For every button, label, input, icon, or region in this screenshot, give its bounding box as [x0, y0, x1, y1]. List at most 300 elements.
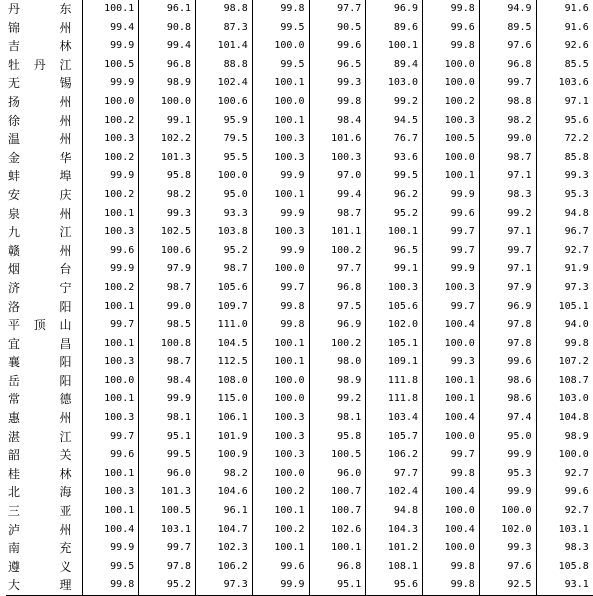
table-row [6, 446, 593, 465]
index-value-cell: 103.0 [558, 393, 589, 405]
index-value-cell: 100.1 [252, 112, 309, 131]
index-value-cell: 95.2 [366, 205, 423, 224]
table-row [6, 390, 593, 409]
index-value-cell: 101.2 [366, 539, 423, 558]
index-value-cell: 99.5 [252, 19, 309, 38]
index-value-cell: 99.8 [423, 0, 480, 19]
table-row [6, 576, 593, 595]
index-value-cell: 96.8 [479, 56, 536, 75]
index-value-cell: 87.3 [196, 19, 253, 38]
index-value-cell: 98.4 [309, 112, 366, 131]
index-value-cell: 95.5 [196, 149, 253, 168]
index-value-cell: 104.7 [196, 521, 253, 540]
index-value-cell: 99.7 [82, 428, 139, 447]
table-row [6, 242, 593, 261]
index-value-cell: 100.2 [82, 149, 139, 168]
index-value-cell: 100.1 [82, 390, 139, 409]
index-value-cell: 97.1 [479, 223, 536, 242]
index-value-cell: 94.0 [564, 319, 589, 331]
index-value-cell: 97.9 [479, 279, 536, 298]
index-value-cell: 102.4 [366, 483, 423, 502]
index-value-cell: 99.4 [139, 37, 196, 56]
table-row [6, 483, 593, 502]
index-value-cell: 99.3 [309, 74, 366, 93]
table-row [6, 74, 593, 93]
table-row [6, 149, 593, 168]
index-value-cell: 100.5 [82, 56, 139, 75]
city-name-cell: 平顶山 [6, 316, 82, 335]
index-value-cell: 85.5 [564, 58, 589, 70]
index-value-cell: 99.9 [252, 205, 309, 224]
index-value-cell: 96.0 [139, 465, 196, 484]
index-value-cell: 100.1 [252, 353, 309, 372]
index-value-cell: 100.0 [423, 428, 480, 447]
index-value-cell: 98.7 [479, 149, 536, 168]
index-value-cell: 100.2 [423, 93, 480, 112]
index-value-cell: 100.1 [252, 335, 309, 354]
index-value-cell: 99.6 [309, 37, 366, 56]
table-row [6, 112, 593, 131]
index-value-cell: 100.4 [423, 483, 480, 502]
index-value-cell: 100.3 [366, 279, 423, 298]
city-name-cell: 丹东 [6, 0, 82, 19]
index-value-cell: 100.1 [423, 372, 480, 391]
index-value-cell: 102.4 [196, 74, 253, 93]
index-value-cell: 100.1 [252, 539, 309, 558]
city-name-cell: 遵义 [6, 558, 82, 577]
index-value-cell: 95.0 [479, 428, 536, 447]
city-name-cell: 九江 [6, 223, 82, 242]
index-value-cell: 101.3 [139, 483, 196, 502]
index-value-cell: 98.2 [196, 465, 253, 484]
index-value-cell: 99.3 [423, 353, 480, 372]
city-name-cell: 韶关 [6, 446, 82, 465]
table-row [6, 558, 593, 577]
index-value-cell: 99.9 [252, 576, 309, 595]
table-row [6, 316, 593, 335]
index-value-cell: 99.7 [252, 279, 309, 298]
index-value-cell: 79.5 [196, 130, 253, 149]
index-value-cell: 98.8 [196, 0, 253, 19]
price-index-table-sheet [6, 0, 589, 596]
index-value-cell: 98.3 [479, 186, 536, 205]
index-value-cell: 98.7 [196, 260, 253, 279]
index-value-cell: 95.6 [564, 114, 589, 126]
index-value-cell: 95.6 [366, 576, 423, 595]
index-value-cell: 95.1 [139, 428, 196, 447]
index-value-cell: 100.2 [82, 186, 139, 205]
index-value-cell: 100.6 [196, 93, 253, 112]
index-value-cell: 95.9 [196, 112, 253, 131]
index-value-cell: 100.0 [479, 502, 536, 521]
index-value-cell: 91.6 [564, 21, 589, 33]
index-value-cell: 100.1 [82, 205, 139, 224]
index-value-cell: 99.3 [479, 539, 536, 558]
index-value-cell: 106.1 [196, 409, 253, 428]
index-value-cell: 99.9 [479, 483, 536, 502]
index-value-cell: 89.5 [479, 19, 536, 38]
index-value-cell: 95.0 [196, 186, 253, 205]
index-value-cell: 99.5 [366, 167, 423, 186]
index-value-cell: 96.1 [139, 0, 196, 19]
city-name-cell: 湛江 [6, 428, 82, 447]
table-row [6, 93, 593, 112]
index-value-cell: 104.3 [366, 521, 423, 540]
index-value-cell: 96.5 [366, 242, 423, 261]
index-value-cell: 96.5 [309, 56, 366, 75]
index-value-cell: 97.7 [309, 0, 366, 19]
index-value-cell: 100.3 [82, 130, 139, 149]
index-value-cell: 102.2 [139, 130, 196, 149]
index-value-cell: 105.1 [366, 335, 423, 354]
index-value-cell: 99.3 [564, 170, 589, 182]
city-name-cell: 济宁 [6, 279, 82, 298]
index-value-cell: 108.0 [196, 372, 253, 391]
table-row [6, 167, 593, 186]
index-value-cell: 94.9 [479, 0, 536, 19]
index-value-cell: 93.1 [536, 576, 593, 595]
index-value-cell: 97.3 [196, 576, 253, 595]
index-value-cell: 97.4 [479, 409, 536, 428]
index-value-cell: 99.6 [423, 19, 480, 38]
index-value-cell: 99.7 [479, 242, 536, 261]
index-value-cell: 100.6 [139, 242, 196, 261]
index-value-cell: 99.9 [423, 186, 480, 205]
index-value-cell: 99.2 [309, 390, 366, 409]
index-value-cell: 94.5 [366, 112, 423, 131]
index-value-cell: 99.2 [366, 93, 423, 112]
index-value-cell: 100.0 [423, 56, 480, 75]
table-body [6, 0, 593, 596]
index-value-cell: 96.8 [309, 279, 366, 298]
index-value-cell: 100.3 [82, 409, 139, 428]
index-value-cell: 96.0 [309, 465, 366, 484]
index-value-cell: 100.7 [309, 483, 366, 502]
city-name-cell: 安庆 [6, 186, 82, 205]
index-value-cell: 99.6 [82, 446, 139, 465]
index-value-cell: 95.2 [139, 576, 196, 595]
index-value-cell: 97.6 [479, 37, 536, 56]
index-value-cell: 98.3 [564, 542, 589, 554]
table-row [6, 428, 593, 447]
index-value-cell: 100.0 [82, 372, 139, 391]
index-value-cell: 99.7 [423, 298, 480, 317]
index-value-cell: 103.0 [366, 74, 423, 93]
city-name-cell: 扬州 [6, 93, 82, 112]
index-value-cell: 99.6 [479, 353, 536, 372]
index-value-cell: 100.1 [366, 223, 423, 242]
city-name-cell: 洛阳 [6, 298, 82, 317]
index-value-cell: 96.1 [196, 502, 253, 521]
index-value-cell: 100.3 [82, 223, 139, 242]
index-value-cell: 100.0 [423, 74, 480, 93]
table-row [6, 539, 593, 558]
table-row [6, 223, 593, 242]
index-value-cell: 99.8 [423, 576, 480, 595]
index-value-cell: 102.3 [196, 539, 253, 558]
index-value-cell: 100.7 [309, 502, 366, 521]
index-value-cell: 105.8 [558, 560, 589, 572]
index-value-cell: 109.1 [366, 353, 423, 372]
index-value-cell: 101.6 [309, 130, 366, 149]
index-value-cell: 96.8 [139, 56, 196, 75]
index-value-cell: 100.1 [423, 167, 480, 186]
city-name-cell: 泉州 [6, 205, 82, 224]
city-name-cell: 温州 [6, 130, 82, 149]
index-value-cell: 100.0 [423, 335, 480, 354]
index-value-cell: 98.1 [139, 409, 196, 428]
index-value-cell: 95.3 [564, 188, 589, 200]
index-value-cell: 99.9 [252, 242, 309, 261]
index-value-cell: 100.0 [252, 465, 309, 484]
index-value-cell: 100.0 [252, 390, 309, 409]
index-value-cell: 103.4 [366, 409, 423, 428]
index-value-cell: 100.1 [82, 465, 139, 484]
index-value-cell: 100.0 [139, 93, 196, 112]
index-value-cell: 99.9 [479, 446, 536, 465]
index-value-cell: 98.6 [479, 390, 536, 409]
index-value-cell: 99.9 [82, 167, 139, 186]
index-value-cell: 99.9 [82, 37, 139, 56]
city-name-cell: 吉林 [6, 37, 82, 56]
index-value-cell: 95.8 [139, 167, 196, 186]
index-value-cell: 93.3 [196, 205, 253, 224]
index-value-cell: 99.8 [423, 465, 480, 484]
index-value-cell: 107.2 [558, 356, 589, 368]
index-value-cell: 100.3 [252, 130, 309, 149]
index-value-cell: 108.7 [558, 374, 589, 386]
index-value-cell: 100.1 [252, 186, 309, 205]
index-value-cell: 96.9 [479, 298, 536, 317]
index-value-cell: 99.7 [139, 539, 196, 558]
index-value-cell: 100.3 [423, 279, 480, 298]
index-value-cell: 98.2 [479, 112, 536, 131]
index-value-cell: 99.7 [479, 74, 536, 93]
index-value-cell: 100.1 [252, 74, 309, 93]
index-value-cell: 100.3 [82, 353, 139, 372]
index-value-cell: 111.8 [366, 390, 423, 409]
index-value-cell: 100.0 [252, 372, 309, 391]
index-value-cell: 99.9 [252, 167, 309, 186]
index-value-cell: 112.5 [196, 353, 253, 372]
index-value-cell: 97.0 [309, 167, 366, 186]
index-value-cell: 108.1 [366, 558, 423, 577]
index-value-cell: 102.5 [139, 223, 196, 242]
index-value-cell: 89.4 [366, 56, 423, 75]
index-value-cell: 85.8 [564, 151, 589, 163]
index-value-cell: 101.3 [139, 149, 196, 168]
index-value-cell: 100.4 [423, 521, 480, 540]
index-value-cell: 103.6 [558, 77, 589, 89]
index-value-cell: 97.8 [139, 558, 196, 577]
city-name-cell: 襄阳 [6, 353, 82, 372]
index-value-cell: 100.2 [82, 112, 139, 131]
index-value-cell: 95.1 [309, 576, 366, 595]
city-name-cell: 常德 [6, 390, 82, 409]
index-value-cell: 97.3 [564, 281, 589, 293]
index-value-cell: 109.7 [196, 298, 253, 317]
index-value-cell: 100.0 [558, 449, 589, 461]
index-value-cell: 92.5 [479, 576, 536, 595]
index-value-cell: 72.2 [564, 133, 589, 145]
table-row [6, 279, 593, 298]
table-row [6, 130, 593, 149]
index-value-cell: 99.9 [139, 390, 196, 409]
index-value-cell: 100.1 [82, 0, 139, 19]
index-value-cell: 97.1 [479, 260, 536, 279]
index-value-cell: 100.5 [309, 446, 366, 465]
index-value-cell: 100.5 [139, 502, 196, 521]
index-value-cell: 90.5 [309, 19, 366, 38]
city-name-cell: 蚌埠 [6, 167, 82, 186]
index-value-cell: 99.0 [479, 130, 536, 149]
table-row [6, 186, 593, 205]
city-name-cell: 无锡 [6, 74, 82, 93]
index-value-cell: 99.5 [139, 446, 196, 465]
index-value-cell: 92.7 [564, 244, 589, 256]
city-name-cell: 烟台 [6, 260, 82, 279]
index-value-cell: 98.7 [139, 353, 196, 372]
index-value-cell: 96.9 [309, 316, 366, 335]
index-value-cell: 100.9 [196, 446, 253, 465]
index-value-cell: 99.8 [423, 558, 480, 577]
index-value-cell: 100.3 [252, 223, 309, 242]
table-row [6, 502, 593, 521]
index-value-cell: 97.8 [479, 335, 536, 354]
index-value-cell: 98.9 [139, 74, 196, 93]
index-value-cell: 99.8 [252, 0, 309, 19]
city-name-cell: 牡丹江 [6, 56, 82, 75]
city-name-cell: 徐州 [6, 112, 82, 131]
index-value-cell: 99.9 [423, 260, 480, 279]
index-value-cell: 111.0 [196, 316, 253, 335]
index-value-cell: 100.3 [423, 112, 480, 131]
index-value-cell: 99.5 [82, 558, 139, 577]
index-value-cell: 99.6 [252, 558, 309, 577]
index-value-cell: 102.0 [479, 521, 536, 540]
index-value-cell: 100.0 [252, 93, 309, 112]
index-value-cell: 102.0 [366, 316, 423, 335]
index-value-cell: 99.9 [82, 74, 139, 93]
index-value-cell: 98.0 [309, 353, 366, 372]
table-row [6, 521, 593, 540]
index-value-cell: 103.1 [558, 523, 589, 535]
index-value-cell: 99.8 [564, 337, 589, 349]
index-value-cell: 100.0 [82, 93, 139, 112]
index-value-cell: 97.1 [564, 95, 589, 107]
index-value-cell: 99.8 [82, 576, 139, 595]
price-index-table [6, 0, 593, 596]
index-value-cell: 115.0 [196, 390, 253, 409]
index-value-cell: 100.0 [423, 149, 480, 168]
index-value-cell: 97.5 [309, 298, 366, 317]
index-value-cell: 76.7 [366, 130, 423, 149]
index-value-cell: 99.1 [139, 112, 196, 131]
index-value-cell: 100.3 [252, 428, 309, 447]
city-name-cell: 南充 [6, 539, 82, 558]
index-value-cell: 100.3 [252, 446, 309, 465]
index-value-cell: 99.4 [309, 186, 366, 205]
index-value-cell: 104.6 [196, 483, 253, 502]
index-value-cell: 97.1 [479, 167, 536, 186]
index-value-cell: 100.1 [309, 539, 366, 558]
index-value-cell: 99.3 [139, 205, 196, 224]
index-value-cell: 101.9 [196, 428, 253, 447]
index-value-cell: 90.8 [139, 19, 196, 38]
index-value-cell: 100.4 [423, 409, 480, 428]
index-value-cell: 91.6 [564, 3, 589, 14]
index-value-cell: 100.2 [82, 279, 139, 298]
index-value-cell: 97.7 [309, 260, 366, 279]
index-value-cell: 98.8 [479, 93, 536, 112]
city-name-cell: 北海 [6, 483, 82, 502]
index-value-cell: 100.1 [366, 37, 423, 56]
index-value-cell: 100.1 [82, 502, 139, 521]
index-value-cell: 102.6 [309, 521, 366, 540]
index-value-cell: 96.9 [366, 0, 423, 19]
index-value-cell: 100.3 [252, 409, 309, 428]
index-value-cell: 99.7 [423, 223, 480, 242]
index-value-cell: 100.1 [82, 298, 139, 317]
index-value-cell: 99.8 [309, 93, 366, 112]
index-value-cell: 100.4 [82, 521, 139, 540]
index-value-cell: 100.2 [309, 242, 366, 261]
index-value-cell: 99.5 [252, 56, 309, 75]
index-value-cell: 94.8 [366, 502, 423, 521]
index-value-cell: 100.0 [423, 539, 480, 558]
index-value-cell: 100.1 [82, 335, 139, 354]
index-value-cell: 95.3 [479, 465, 536, 484]
index-value-cell: 103.8 [196, 223, 253, 242]
index-value-cell: 96.7 [564, 226, 589, 238]
index-value-cell: 96.8 [309, 558, 366, 577]
city-name-cell: 锦州 [6, 19, 82, 38]
index-value-cell: 106.2 [196, 558, 253, 577]
index-value-cell: 97.9 [139, 260, 196, 279]
index-value-cell: 100.3 [82, 483, 139, 502]
index-value-cell: 88.8 [196, 56, 253, 75]
table-row [6, 205, 593, 224]
index-value-cell: 96.2 [366, 186, 423, 205]
index-value-cell: 95.2 [196, 242, 253, 261]
city-name-cell: 岳阳 [6, 372, 82, 391]
index-value-cell: 99.6 [423, 205, 480, 224]
table-row [6, 0, 593, 19]
index-value-cell: 92.6 [564, 40, 589, 52]
index-value-cell: 99.6 [564, 486, 589, 498]
index-value-cell: 100.1 [252, 502, 309, 521]
index-value-cell: 98.1 [309, 409, 366, 428]
index-value-cell: 98.2 [139, 186, 196, 205]
city-name-cell: 惠州 [6, 409, 82, 428]
city-name-cell: 大理 [6, 576, 82, 595]
index-value-cell: 97.7 [366, 465, 423, 484]
index-value-cell: 99.9 [82, 539, 139, 558]
index-value-cell: 100.3 [252, 149, 309, 168]
index-value-cell: 100.2 [309, 335, 366, 354]
index-value-cell: 92.7 [564, 467, 589, 479]
index-value-cell: 111.8 [366, 372, 423, 391]
table-row [6, 353, 593, 372]
table-row [6, 19, 593, 38]
index-value-cell: 98.7 [139, 279, 196, 298]
index-value-cell: 99.0 [139, 298, 196, 317]
index-value-cell: 99.9 [82, 260, 139, 279]
index-value-cell: 105.6 [366, 298, 423, 317]
city-name-cell: 金华 [6, 149, 82, 168]
index-value-cell: 99.1 [366, 260, 423, 279]
index-value-cell: 99.7 [423, 446, 480, 465]
